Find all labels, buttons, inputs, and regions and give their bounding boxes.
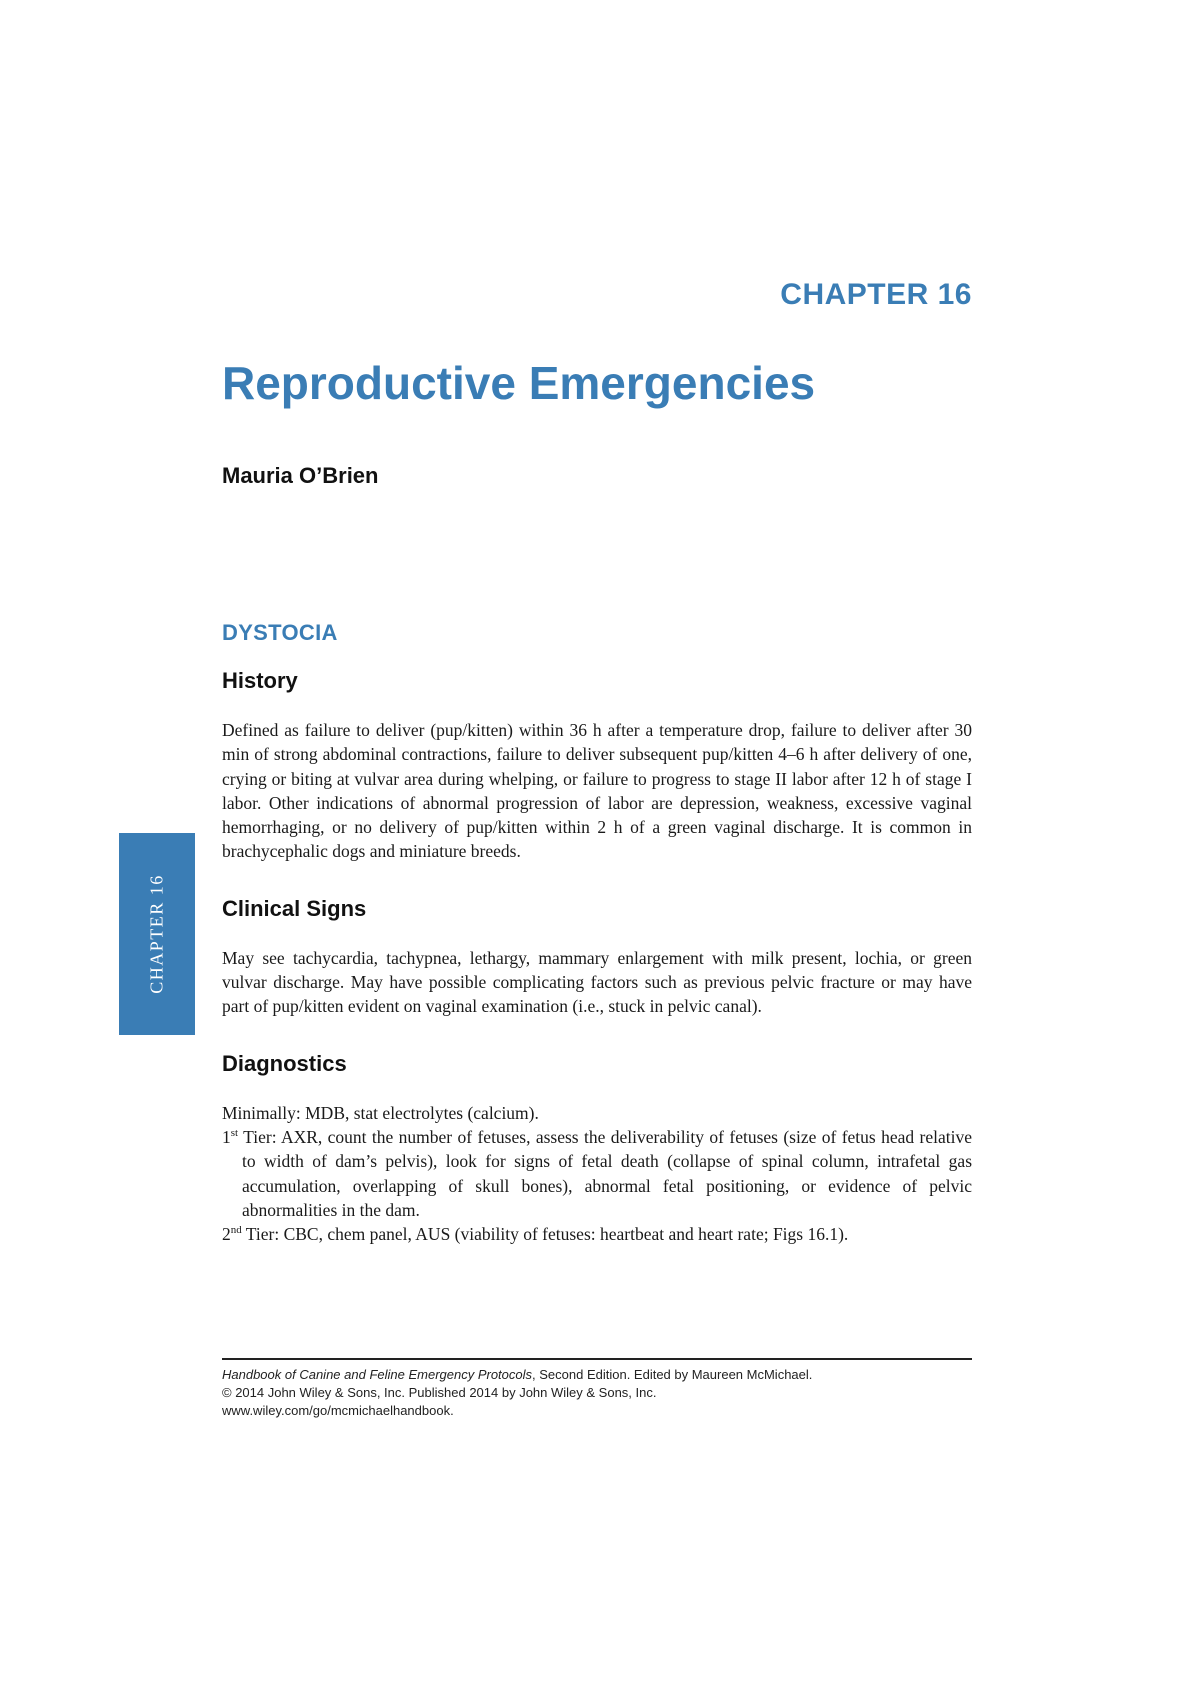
tier1-text: Tier: AXR, count the number of fetuses, assess the deliverability of fetuses (size of fetus head relative to width of dam’s pelvis), look for signs of fetal death (collapse of spinal column, intrafetal gas accumulation, overlapping of skull bones), abnormal fetal positioning, or evidence of pelvic abnormalities in the dam.	[238, 1126, 972, 1220]
tier2-number: 2	[222, 1224, 231, 1245]
subheading-diagnostics: Diagnostics	[222, 1050, 347, 1076]
page-footer	[222, 1358, 972, 1420]
tier1-ordinal: st	[230, 1127, 239, 1140]
chapter-side-tab	[119, 833, 195, 1035]
diagnostics-tier-2	[222, 1222, 972, 1246]
footer-edition: , Second Edition. Edited by Maureen McMichael.	[532, 1367, 813, 1382]
diagnostics-tier-1	[222, 1125, 972, 1222]
footer-book-title: Handbook of Canine and Feline Emergency Protocols	[222, 1367, 533, 1382]
chapter-label: CHAPTER 16	[780, 278, 972, 311]
footer-rule	[222, 1358, 972, 1360]
subheading-clinical-signs: Clinical Signs	[222, 895, 367, 921]
tier2-ordinal: nd	[230, 1224, 242, 1237]
tier2-text: Tier: CBC, chem panel, AUS (viability of fetuses: heartbeat and heart rate; Figs 16.1).	[241, 1224, 849, 1245]
diagnostics-list	[222, 1101, 972, 1247]
footer-url[interactable]: www.wiley.com/go/mcmichaelhandbook.	[222, 1403, 454, 1418]
clinical-signs-paragraph: May see tachycardia, tachypnea, lethargy, mammary enlargement with milk present, lochia, or green vulvar discharge. May have possible complicating factors such as previous pelvic fracture or may have part of pup/kitten evident on vaginal examination (i.e., stuck in pelvic canal).	[222, 947, 972, 1017]
diagnostics-minimally	[222, 1101, 972, 1125]
history-paragraph: Defined as failure to deliver (pup/kitten) within 36 h after a temperature drop, failure to deliver after 30 min of strong abdominal contractions, failure to deliver subsequent pup/kitten 4–6 h after delivery of one, crying or biting at vulvar area during whelping, or failure to progress to stage II labor after 12 h of stage I labor. Other indications of abnormal progression of labor are depression, weakness, excessive vaginal hemorrhaging, or no delivery of pup/kitten within 2 h of a green vaginal discharge. It is common in brachycephalic dogs and miniature breeds.	[222, 720, 972, 862]
chapter-title: Reproductive Emergencies	[222, 357, 816, 409]
tier1-number: 1	[222, 1126, 231, 1147]
section-heading-dystocia: DYSTOCIA	[222, 620, 338, 645]
chapter-author: Mauria O’Brien	[222, 463, 379, 488]
subheading-history: History	[222, 668, 298, 693]
diagnostics-minimally-text: Minimally: MDB, stat electrolytes (calcium).	[222, 1102, 539, 1123]
chapter-content	[222, 620, 972, 1246]
side-tab-label: CHAPTER 16	[146, 874, 167, 994]
footer-copyright: © 2014 John Wiley & Sons, Inc. Published 2014 by John Wiley & Sons, Inc.	[222, 1385, 657, 1400]
footer-citation	[222, 1366, 972, 1384]
